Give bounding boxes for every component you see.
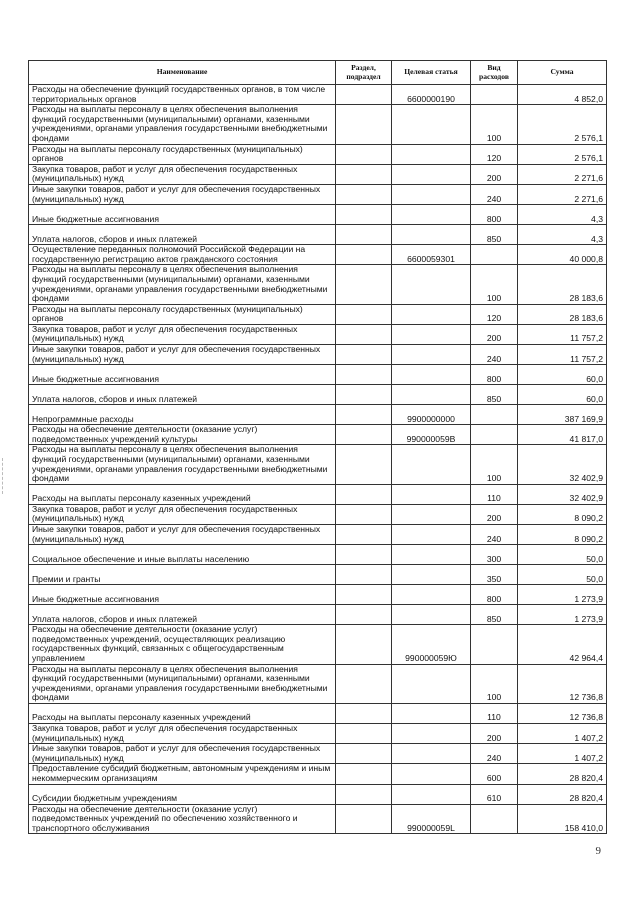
row-target bbox=[392, 764, 471, 784]
row-name: Социальное обеспечение и иные выплаты населению bbox=[29, 545, 336, 565]
row-type: 850 bbox=[471, 605, 518, 625]
row-target bbox=[392, 664, 471, 703]
row-target bbox=[392, 744, 471, 764]
margin-mark bbox=[2, 458, 4, 494]
row-amount: 28 183,6 bbox=[518, 304, 607, 324]
row-amount: 8 090,2 bbox=[518, 504, 607, 524]
row-amount: 28 820,4 bbox=[518, 764, 607, 784]
row-section bbox=[336, 304, 392, 324]
row-section bbox=[336, 565, 392, 585]
row-name: Осуществление переданных полномочий Российской Федерации на государственную регистрацию актов гражданского состояния bbox=[29, 245, 336, 265]
row-amount: 42 964,4 bbox=[518, 625, 607, 664]
row-type: 800 bbox=[471, 585, 518, 605]
row-amount: 28 820,4 bbox=[518, 784, 607, 804]
row-amount: 4,3 bbox=[518, 205, 607, 225]
row-target bbox=[392, 324, 471, 344]
row-target bbox=[392, 164, 471, 184]
header-name: Наименование bbox=[29, 61, 336, 85]
header-amount: Сумма bbox=[518, 61, 607, 85]
row-name: Премии и гранты bbox=[29, 565, 336, 585]
row-target bbox=[392, 484, 471, 504]
row-section bbox=[336, 605, 392, 625]
row-amount: 50,0 bbox=[518, 565, 607, 585]
row-target bbox=[392, 225, 471, 245]
row-type bbox=[471, 425, 518, 445]
row-amount: 1 407,2 bbox=[518, 723, 607, 743]
table-row bbox=[29, 105, 607, 144]
row-target bbox=[392, 144, 471, 164]
row-type: 200 bbox=[471, 723, 518, 743]
row-section bbox=[336, 425, 392, 445]
row-name: Уплата налогов, сборов и иных платежей bbox=[29, 605, 336, 625]
table-row bbox=[29, 324, 607, 344]
row-name: Расходы на выплаты персоналу в целях обеспечения выполнения функций государственными (муниципальными) органами, казенными учреждениями, органами управления государственными внебюджетными фондами bbox=[29, 445, 336, 484]
table-row bbox=[29, 304, 607, 324]
header-section: Раздел, подраздел bbox=[336, 61, 392, 85]
table-row bbox=[29, 504, 607, 524]
row-target bbox=[392, 605, 471, 625]
row-name: Закупка товаров, работ и услуг для обеспечения государственных (муниципальных) нужд bbox=[29, 324, 336, 344]
row-type: 850 bbox=[471, 225, 518, 245]
row-target bbox=[392, 265, 471, 304]
row-amount: 11 757,2 bbox=[518, 324, 607, 344]
table-row bbox=[29, 545, 607, 565]
row-section bbox=[336, 365, 392, 385]
table-row bbox=[29, 445, 607, 484]
table-row bbox=[29, 605, 607, 625]
row-target bbox=[392, 365, 471, 385]
table-row bbox=[29, 164, 607, 184]
table-row bbox=[29, 225, 607, 245]
table-row bbox=[29, 585, 607, 605]
row-section bbox=[336, 723, 392, 743]
row-type: 240 bbox=[471, 184, 518, 204]
row-amount: 50,0 bbox=[518, 545, 607, 565]
row-section bbox=[336, 625, 392, 664]
row-amount: 2 271,6 bbox=[518, 164, 607, 184]
row-target: 990000059L bbox=[392, 804, 471, 834]
table-row bbox=[29, 245, 607, 265]
table-row bbox=[29, 744, 607, 764]
row-name: Расходы на выплаты персоналу казенных учреждений bbox=[29, 484, 336, 504]
row-type: 240 bbox=[471, 345, 518, 365]
row-target bbox=[392, 105, 471, 144]
row-name: Иные бюджетные ассигнования bbox=[29, 585, 336, 605]
row-type: 350 bbox=[471, 565, 518, 585]
row-target bbox=[392, 184, 471, 204]
row-name: Расходы на выплаты персоналу государственных (муниципальных) органов bbox=[29, 304, 336, 324]
row-section bbox=[336, 405, 392, 425]
row-target: 990000059Ю bbox=[392, 625, 471, 664]
row-type: 610 bbox=[471, 784, 518, 804]
row-name: Иные бюджетные ассигнования bbox=[29, 205, 336, 225]
table-row bbox=[29, 265, 607, 304]
row-section bbox=[336, 804, 392, 834]
row-section bbox=[336, 445, 392, 484]
row-section bbox=[336, 184, 392, 204]
row-type: 300 bbox=[471, 545, 518, 565]
row-target bbox=[392, 525, 471, 545]
row-target: 9900000000 bbox=[392, 405, 471, 425]
row-section bbox=[336, 385, 392, 405]
row-amount: 2 576,1 bbox=[518, 144, 607, 164]
row-amount: 32 402,9 bbox=[518, 484, 607, 504]
row-type: 120 bbox=[471, 144, 518, 164]
table-row bbox=[29, 405, 607, 425]
table-row bbox=[29, 184, 607, 204]
row-section bbox=[336, 504, 392, 524]
row-target bbox=[392, 784, 471, 804]
row-amount: 32 402,9 bbox=[518, 445, 607, 484]
row-amount: 8 090,2 bbox=[518, 525, 607, 545]
row-type: 600 bbox=[471, 764, 518, 784]
row-section bbox=[336, 585, 392, 605]
row-target bbox=[392, 585, 471, 605]
row-type: 800 bbox=[471, 365, 518, 385]
document-sheet bbox=[28, 60, 606, 834]
table-row bbox=[29, 345, 607, 365]
row-target bbox=[392, 723, 471, 743]
header-row bbox=[29, 61, 607, 85]
row-type: 100 bbox=[471, 664, 518, 703]
row-target bbox=[392, 504, 471, 524]
row-type bbox=[471, 245, 518, 265]
row-type: 200 bbox=[471, 324, 518, 344]
row-target bbox=[392, 385, 471, 405]
table-row bbox=[29, 565, 607, 585]
row-amount: 11 757,2 bbox=[518, 345, 607, 365]
table-row bbox=[29, 804, 607, 834]
row-section bbox=[336, 664, 392, 703]
row-section bbox=[336, 345, 392, 365]
header-type: Вид расходов bbox=[471, 61, 518, 85]
row-target: 990000059В bbox=[392, 425, 471, 445]
row-section bbox=[336, 105, 392, 144]
row-target: 6600000190 bbox=[392, 85, 471, 105]
table-row bbox=[29, 144, 607, 164]
row-name: Расходы на обеспечение деятельности (оказание услуг) подведомственных учреждений, осуществляющих реализацию государственных функций, связанных с общегосударственным управлением bbox=[29, 625, 336, 664]
row-target bbox=[392, 565, 471, 585]
row-type bbox=[471, 405, 518, 425]
row-amount: 4,3 bbox=[518, 225, 607, 245]
row-section bbox=[336, 545, 392, 565]
table-row bbox=[29, 664, 607, 703]
row-target bbox=[392, 304, 471, 324]
row-name: Расходы на выплаты персоналу в целях обеспечения выполнения функций государственными (муниципальными) органами, казенными учреждениями, органами управления государственными внебюджетными фондами bbox=[29, 664, 336, 703]
row-type: 850 bbox=[471, 385, 518, 405]
table-row bbox=[29, 85, 607, 105]
row-target bbox=[392, 545, 471, 565]
table-row bbox=[29, 625, 607, 664]
row-amount: 41 817,0 bbox=[518, 425, 607, 445]
row-amount: 158 410,0 bbox=[518, 804, 607, 834]
row-section bbox=[336, 784, 392, 804]
row-name: Уплата налогов, сборов и иных платежей bbox=[29, 385, 336, 405]
row-amount: 12 736,8 bbox=[518, 664, 607, 703]
row-amount: 28 183,6 bbox=[518, 265, 607, 304]
table-row bbox=[29, 205, 607, 225]
row-target bbox=[392, 205, 471, 225]
row-section bbox=[336, 484, 392, 504]
page-number: 9 bbox=[595, 845, 601, 857]
row-section bbox=[336, 703, 392, 723]
row-type: 100 bbox=[471, 445, 518, 484]
table-row bbox=[29, 723, 607, 743]
row-amount: 1 273,9 bbox=[518, 585, 607, 605]
row-amount: 12 736,8 bbox=[518, 703, 607, 723]
row-type: 110 bbox=[471, 484, 518, 504]
row-amount: 2 271,6 bbox=[518, 184, 607, 204]
row-type: 120 bbox=[471, 304, 518, 324]
row-name: Субсидии бюджетным учреждениям bbox=[29, 784, 336, 804]
row-section bbox=[336, 265, 392, 304]
row-name: Предоставление субсидий бюджетным, автономным учреждениям и иным некоммерческим организациям bbox=[29, 764, 336, 784]
row-amount: 60,0 bbox=[518, 365, 607, 385]
row-type: 110 bbox=[471, 703, 518, 723]
row-section bbox=[336, 324, 392, 344]
budget-table bbox=[28, 60, 607, 834]
row-section bbox=[336, 164, 392, 184]
row-type bbox=[471, 804, 518, 834]
table-row bbox=[29, 525, 607, 545]
table-header bbox=[29, 61, 607, 85]
row-target: 6600059301 bbox=[392, 245, 471, 265]
row-name: Уплата налогов, сборов и иных платежей bbox=[29, 225, 336, 245]
row-type: 800 bbox=[471, 205, 518, 225]
row-name: Расходы на выплаты персоналу государственных (муниципальных) органов bbox=[29, 144, 336, 164]
table-body bbox=[29, 85, 607, 834]
header-target: Целевая статья bbox=[392, 61, 471, 85]
row-name: Расходы на выплаты персоналу казенных учреждений bbox=[29, 703, 336, 723]
row-name: Иные бюджетные ассигнования bbox=[29, 365, 336, 385]
row-type bbox=[471, 625, 518, 664]
table-row bbox=[29, 425, 607, 445]
row-name: Иные закупки товаров, работ и услуг для обеспечения государственных (муниципальных) нужд bbox=[29, 184, 336, 204]
row-section bbox=[336, 225, 392, 245]
row-amount: 60,0 bbox=[518, 385, 607, 405]
row-amount: 2 576,1 bbox=[518, 105, 607, 144]
row-type bbox=[471, 85, 518, 105]
row-name: Расходы на выплаты персоналу в целях обеспечения выполнения функций государственными (муниципальными) органами, казенными учреждениями, органами управления государственными внебюджетными фондами bbox=[29, 105, 336, 144]
row-target bbox=[392, 703, 471, 723]
row-section bbox=[336, 744, 392, 764]
row-name: Непрограммные расходы bbox=[29, 405, 336, 425]
row-amount: 387 169,9 bbox=[518, 405, 607, 425]
row-section bbox=[336, 764, 392, 784]
row-name: Расходы на обеспечение деятельности (оказание услуг) подведомственных учреждений культуры bbox=[29, 425, 336, 445]
row-type: 200 bbox=[471, 504, 518, 524]
row-section bbox=[336, 245, 392, 265]
row-type: 240 bbox=[471, 744, 518, 764]
row-name: Иные закупки товаров, работ и услуг для обеспечения государственных (муниципальных) нужд bbox=[29, 744, 336, 764]
row-amount: 1 407,2 bbox=[518, 744, 607, 764]
table-row bbox=[29, 703, 607, 723]
table-row bbox=[29, 784, 607, 804]
table-row bbox=[29, 764, 607, 784]
table-row bbox=[29, 365, 607, 385]
row-name: Расходы на обеспечение функций государственных органов, в том числе территориальных органов bbox=[29, 85, 336, 105]
row-section bbox=[336, 144, 392, 164]
row-name: Иные закупки товаров, работ и услуг для обеспечения государственных (муниципальных) нужд bbox=[29, 525, 336, 545]
row-name: Расходы на выплаты персоналу в целях обеспечения выполнения функций государственными (муниципальными) органами, казенными учреждениями, органами управления государственными внебюджетными фондами bbox=[29, 265, 336, 304]
row-type: 100 bbox=[471, 265, 518, 304]
row-type: 100 bbox=[471, 105, 518, 144]
row-name: Закупка товаров, работ и услуг для обеспечения государственных (муниципальных) нужд bbox=[29, 504, 336, 524]
row-section bbox=[336, 525, 392, 545]
row-name: Закупка товаров, работ и услуг для обеспечения государственных (муниципальных) нужд bbox=[29, 164, 336, 184]
row-section bbox=[336, 205, 392, 225]
row-amount: 1 273,9 bbox=[518, 605, 607, 625]
row-amount: 40 000,8 bbox=[518, 245, 607, 265]
row-target bbox=[392, 345, 471, 365]
row-section bbox=[336, 85, 392, 105]
row-name: Расходы на обеспечение деятельности (оказание услуг) подведомственных учреждений по обеспечению хозяйственного и транспортного обслуживания bbox=[29, 804, 336, 834]
row-type: 200 bbox=[471, 164, 518, 184]
row-name: Закупка товаров, работ и услуг для обеспечения государственных (муниципальных) нужд bbox=[29, 723, 336, 743]
row-type: 240 bbox=[471, 525, 518, 545]
table-row bbox=[29, 484, 607, 504]
row-amount: 4 852,0 bbox=[518, 85, 607, 105]
table-row bbox=[29, 385, 607, 405]
row-name: Иные закупки товаров, работ и услуг для обеспечения государственных (муниципальных) нужд bbox=[29, 345, 336, 365]
row-target bbox=[392, 445, 471, 484]
